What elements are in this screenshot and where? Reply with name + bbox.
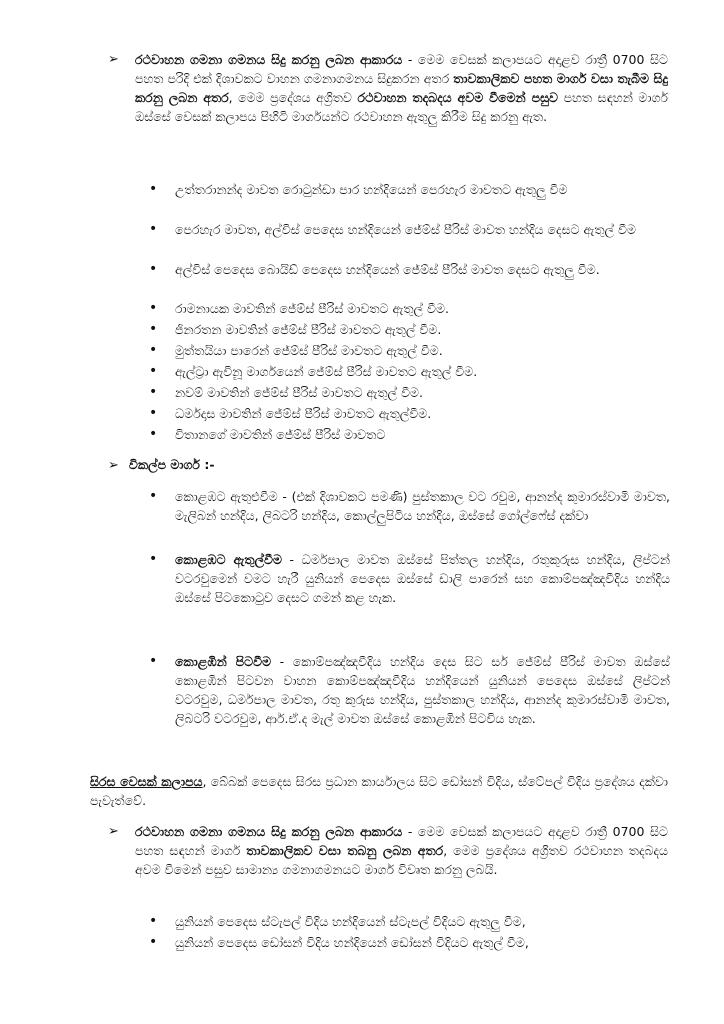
traffic-method-paragraph-1: රථවාහන ගමනා ගමනය සිදු කරනු ලබන ආකාරය - මෙම වෙසක් කලාපයට අදාළව රාත්‍රී 0700 සිට පහත පරිදි එක් දිශාවකට වාහන ගමනාගමනය සිදුකරන අතර තාවකාලිකව පහත මාර්ග වසා තැබීම සිදු කරනු ලබන අතර, මෙම ප්‍රදේශය අග්‍රිතව රථවාහන තදබදය අවම වීමෙන් පසුව පහත සඳහන් මාර්ග ඔස්සේ වෙසක් කලාපය පිහිටි මාර්ගයන්ට රථවාහන ඇතුලු කිරීම සිදු කරනු ඇත. (135, 52, 668, 124)
bullet-dot-icon: • (149, 221, 158, 237)
bullet-dot-icon: • (149, 426, 158, 442)
bullet-dot-icon: • (149, 363, 158, 379)
list-item: • ධර්මදාස මාවතින් ජේම්ස් පීරිස් මාවතට ඇතුල්වීම. (149, 405, 432, 421)
bullet-dot-icon: • (149, 405, 158, 421)
list-item: • යුනියන් පෙදෙස ස්ටැපල් විදිය හන්දියෙන් ස්ටැපල් විදියට ඇතුලු වීම, (149, 913, 526, 929)
list-item: • ඇල්ට්‍රා ඇවිනූ මාර්ගයෙන් ජේම්ස් පීරිස් මාවතට ඇතුල් වීම. (149, 363, 478, 379)
list-item: • විතානගේ මාවතින් ජේම්ස් පීරිස් මාවතට (149, 426, 386, 442)
list-item: • රාමනායක මාවතින් ජේම්ස් පීරිස් මාවතට ඇතුල් වීම. (149, 300, 449, 316)
list-item: • අල්විස් පෙදෙස බොයිඩ් පෙදෙස හන්දියෙන් ජේම්ස් පීරිස් මාවත දෙසට ඇතුලු වීම. (149, 261, 600, 277)
bullet-dot-icon: • (149, 488, 158, 504)
bullet-dot-icon: • (149, 342, 158, 358)
traffic-method-section-1 (108, 50, 668, 126)
list-item: • පෙරහැර මාවත, අල්විස් පෙදෙස හන්දියෙන් ජේම්ස් පීරිස් මාවත හන්දිය දෙසට ඇතුල් වීම (149, 221, 637, 237)
alt-route-item: • කොළඹට ඇතුල්වීම - ධර්මපාල මාවත ඔස්සේ පිත්තල හන්දිය, රතුකුරුස හන්දිය, ලිප්ටන් වටරවුමෙන් වමට හැරී යුනියන් පෙදෙස ඔස්සේ ඩාලි පාරෙන් සහ කොම්පඤ්ඤවීදිය හන්දිය ඔස්සේ පිටකොටුව දෙසට ගමන් කළ හැක. (149, 551, 670, 605)
list-item: • නවම් මාවතින් ජේම්ස් පීරිස් මාවතට ඇතුල් වීම. (149, 384, 424, 400)
bullet-dot-icon: • (149, 913, 158, 929)
traffic-method-title: රථවාහන ගමනා ගමනය සිදු කරනු ලබන ආකාරය (135, 52, 403, 67)
alt-routes-heading: ➢ විකල්ප මාර්ග :- (108, 457, 215, 473)
bullet-dot-icon: • (149, 181, 158, 197)
list-item: • ජිනරතන මාවතින් ජේම්ස් පීරිස් මාවතට ඇතුල් වීම. (149, 321, 442, 337)
bullet-dot-icon: • (149, 384, 158, 400)
traffic-method-section-2 (108, 822, 668, 879)
alt-route-item: • කොළඹින් පිටවීම - කොම්පඤ්ඤවීදිය හන්දිය දෙස සිට සර් ජේම්ස් පීරිස් මාවත ඔස්සේ කොළඹින් පිටවන වාහන කොම්පඤ්ඤවීදිය හන්දියෙන් යුනියන් පෙදෙස ඔස්සේ ලිප්ටන් වටරවුම, ධර්මපාල මාවත, රතු කුරුස හන්දිය, පුස්තකාල හන්දිය, ආනන්ද කුමාරස්වාමි මාවත, ලිබටරි වටරවුම, ආර්.ඒ.ද මැල් මාවත ඔස්සේ කොළඹින් පිටවිය හැක. (149, 653, 670, 726)
arrow-bullet-icon: ➢ (108, 52, 119, 67)
list-item: • යුනියන් පෙදෙස ඩෝසන් විදිය හන්දියෙන් ඩෝසන් විදියට ඇතුල් වීම, (149, 934, 529, 950)
bullet-dot-icon: • (149, 321, 158, 337)
sirasa-zone-title: සිරස වෙසක් කලාපය (90, 774, 203, 789)
bullet-dot-icon: • (149, 934, 158, 950)
alt-route-item: • කොළඹට ඇතුළුවීම - (එක් දිශාවකට පමණි) පුස්තකාල වට රවුම, ආනන්ද කුමාරස්වාමි මාවත, මැලිබන් හන්දිය, ලිබටරි හන්දිය, කොල්ලුපිටිය හන්දිය, ඔස්සේ ගෝල්ෆේස් දක්වා (149, 488, 670, 523)
bullet-dot-icon: • (149, 300, 158, 316)
arrow-bullet-icon: ➢ (108, 458, 119, 473)
traffic-method-paragraph-2: රථවාහන ගමනා ගමනය සිදු කරනු ලබන ආකාරය - මෙම වෙසක් කලාපයට අදාළව රාත්‍රී 0700 සිට පහත සඳහන් මාර්ග තාවකාලිකව වසා තබනු ලබන අතර, මෙම ප්‍රදේශය අග්‍රිතව රථවාහන තදබදය අවම වීමෙන් පසුව සාමාන්‍ය ගමනාගමනයට මාර්ග විවෘත කරනු ලබයි. (135, 824, 668, 877)
sirasa-zone-paragraph: සිරස වෙසක් කලාපය, බේබක් පෙදෙස සිරස ප්‍රධාන කාර්යාලය සිට ඩෝසන් විදිය, ස්ටේපල් විදිය ප්‍රදේශය දක්වා පැවැත්වේ. (90, 774, 668, 808)
list-item: • මුත්තයියා පාරෙන් ජේම්ස් පීරිස් මාවතට ඇතුල් වීම. (149, 342, 443, 358)
bullet-dot-icon: • (149, 551, 158, 567)
bullet-dot-icon: • (149, 261, 158, 277)
list-item: • උත්තරානන්ද මාවත රොටුන්ඩා පාර හන්දියෙන් පෙරහැර මාවතට ඇතුලු වීම (149, 181, 568, 197)
arrow-bullet-icon: ➢ (108, 824, 119, 839)
bullet-dot-icon: • (149, 653, 158, 669)
